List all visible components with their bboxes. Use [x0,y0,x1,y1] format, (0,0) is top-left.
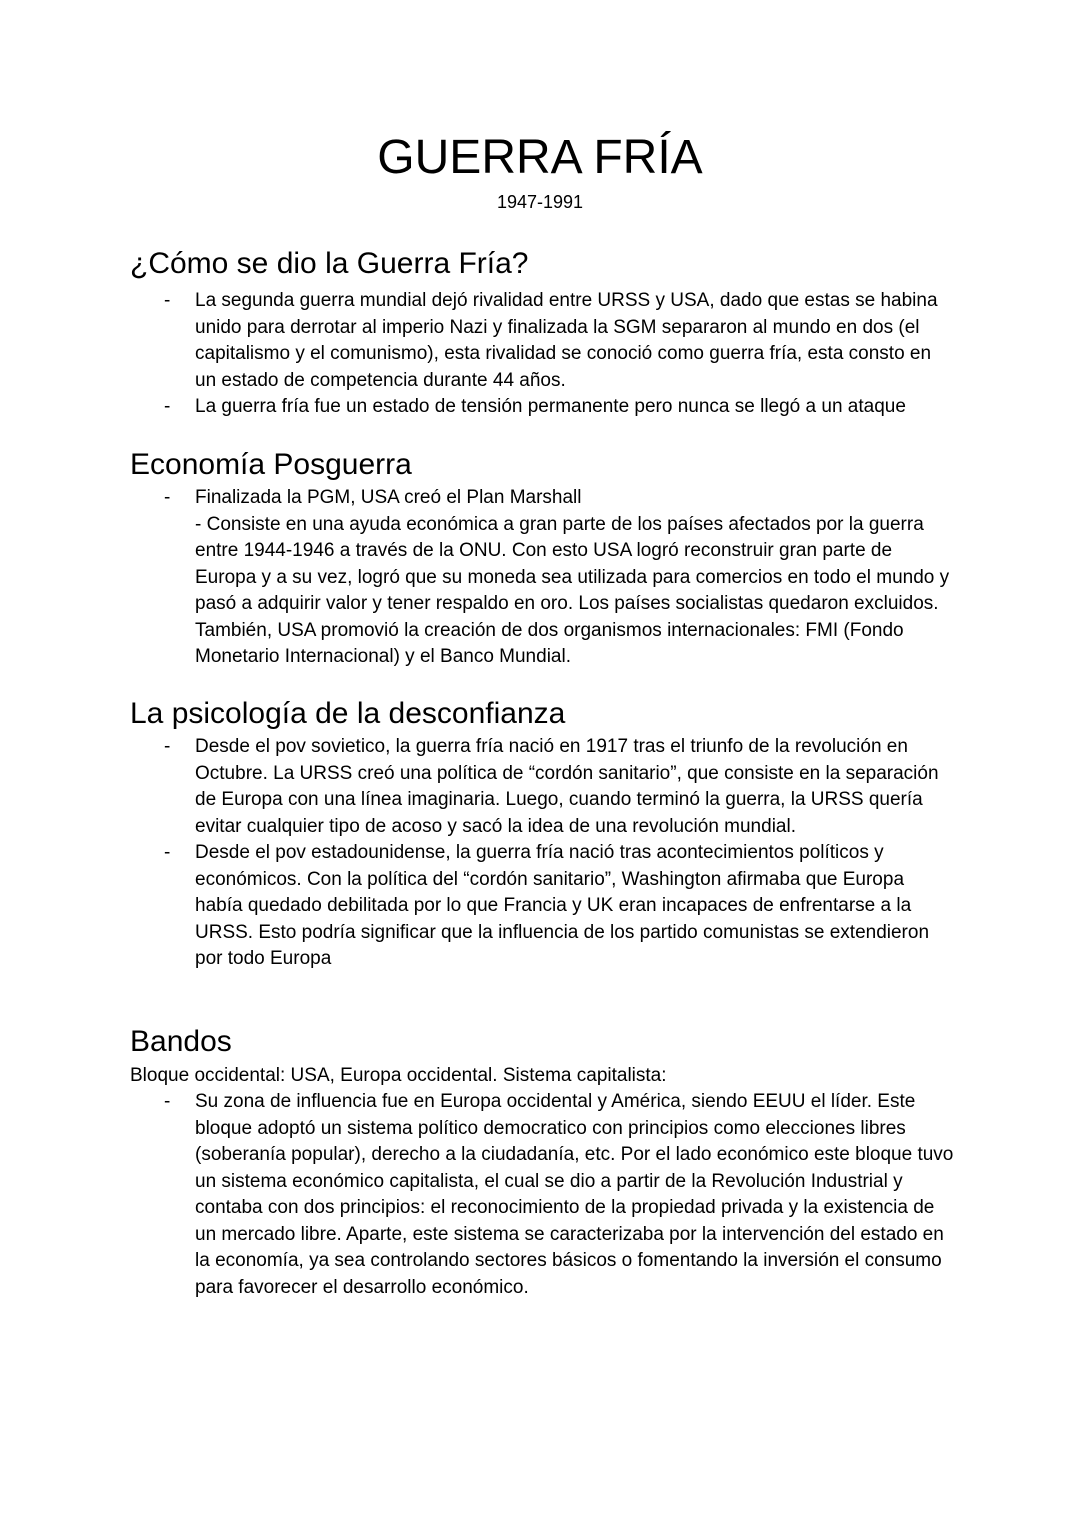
list-item [0,734,1080,840]
bullet-dash: - [164,396,171,417]
list-item-text: Desde el pov estadounidense, la guerra fría nació tras acontecimientos políticos y económicos. Con la política del “cordón sanitario”, Washington afirmaba que Europa había quedado debilitada por lo que Francia y UK eran incapaces de enfrentarse a la URSS. Esto podría significar que la influencia de los partido comunistas se extendieron por todo Europa [195,842,930,969]
list-item-main: Finalizada la PGM, USA creó el Plan Marshall [195,487,582,508]
section-heading-psicologia: La psicología de la desconfianza [130,697,566,730]
document-dates: 1947-1991 [496,192,584,212]
list-item [0,485,1080,671]
section-list-psicologia [0,734,1080,973]
list-item [0,288,1080,394]
list-item-text: La segunda guerra mundial dejó rivalidad entre URSS y USA, dado que estas se habina unido para derrotar al imperio Nazi y finalizada la SGM separaron al mundo en dos (el capitalismo y el comunismo), esta rivalidad se conoció como guerra fría, esta consto en un estado de competencia durante 44 años. [195,290,938,391]
list-item-text: Su zona de influencia fue en Europa occidental y América, siendo EEUU el líder. Este bloque adoptó un sistema político democratico con principios como elecciones libres (soberanía popular), derecho a la ciudadanía, etc. Por el lado económico este bloque tuvo un sistema económico capitalista, el cual se dio a partir de la Revolución Industrial y contaba con dos principios: el reconocimiento de la propiedad privada y la existencia de un mercado libre. Aparte, este sistema se caracterizaba por la intervención del estado en la economía, ya sea controlando sectores básicos o fomentando la inversión el consumo para favorecer el desarrollo económico. [195,1091,954,1298]
bullet-dash: - [164,736,171,757]
list-item [0,394,1080,421]
section-heading-como-se-dio: ¿Cómo se dio la Guerra Fría? [130,247,529,280]
list-item-text [195,485,955,671]
document-title: GUERRA FRÍA [377,131,703,184]
bullet-dash: - [164,290,171,311]
bullet-dash: - [164,842,171,863]
section-list-como-se-dio [0,288,1080,421]
section-list-economia-posguerra [0,485,1080,671]
section-heading-economia-posguerra: Economía Posguerra [130,448,412,481]
bullet-dash: - [164,1091,171,1112]
bullet-dash: - [164,487,171,508]
list-item-text: La guerra fría fue un estado de tensión permanente pero nunca se llegó a un ataque [195,396,906,417]
section-intro-bandos: Bloque occidental: USA, Europa occidental. Sistema capitalista: [130,1065,667,1086]
list-item-subtext: - Consiste en una ayuda económica a gran parte de los países afectados por la guerra entre 1944-1946 a través de la ONU. Con esto USA logró reconstruir gran parte de Europa y a su vez, logró que su moneda sea utilizada para comercios en todo el mundo y pasó a adquirir valor y tener respaldo en oro. Los países socialistas quedaron excluidos. También, USA promovió la creación de dos organismos internacionales: FMI (Fondo Monetario Internacional) y el Banco Mundial. [195,513,950,667]
section-heading-bandos: Bandos [130,1025,232,1058]
list-item [0,1089,1080,1301]
list-item-text: Desde el pov sovietico, la guerra fría nació en 1917 tras el triunfo de la revolución en Octubre. La URSS creó una política de “cordón sanitario”, que consiste en la separación de Europa con una línea imaginaria. Luego, cuando terminó la guerra, la URSS quería evitar cualquier tipo de acoso y sacó la idea de una revolución mundial. [195,736,939,837]
section-list-bandos [0,1089,1080,1301]
list-item [0,840,1080,973]
